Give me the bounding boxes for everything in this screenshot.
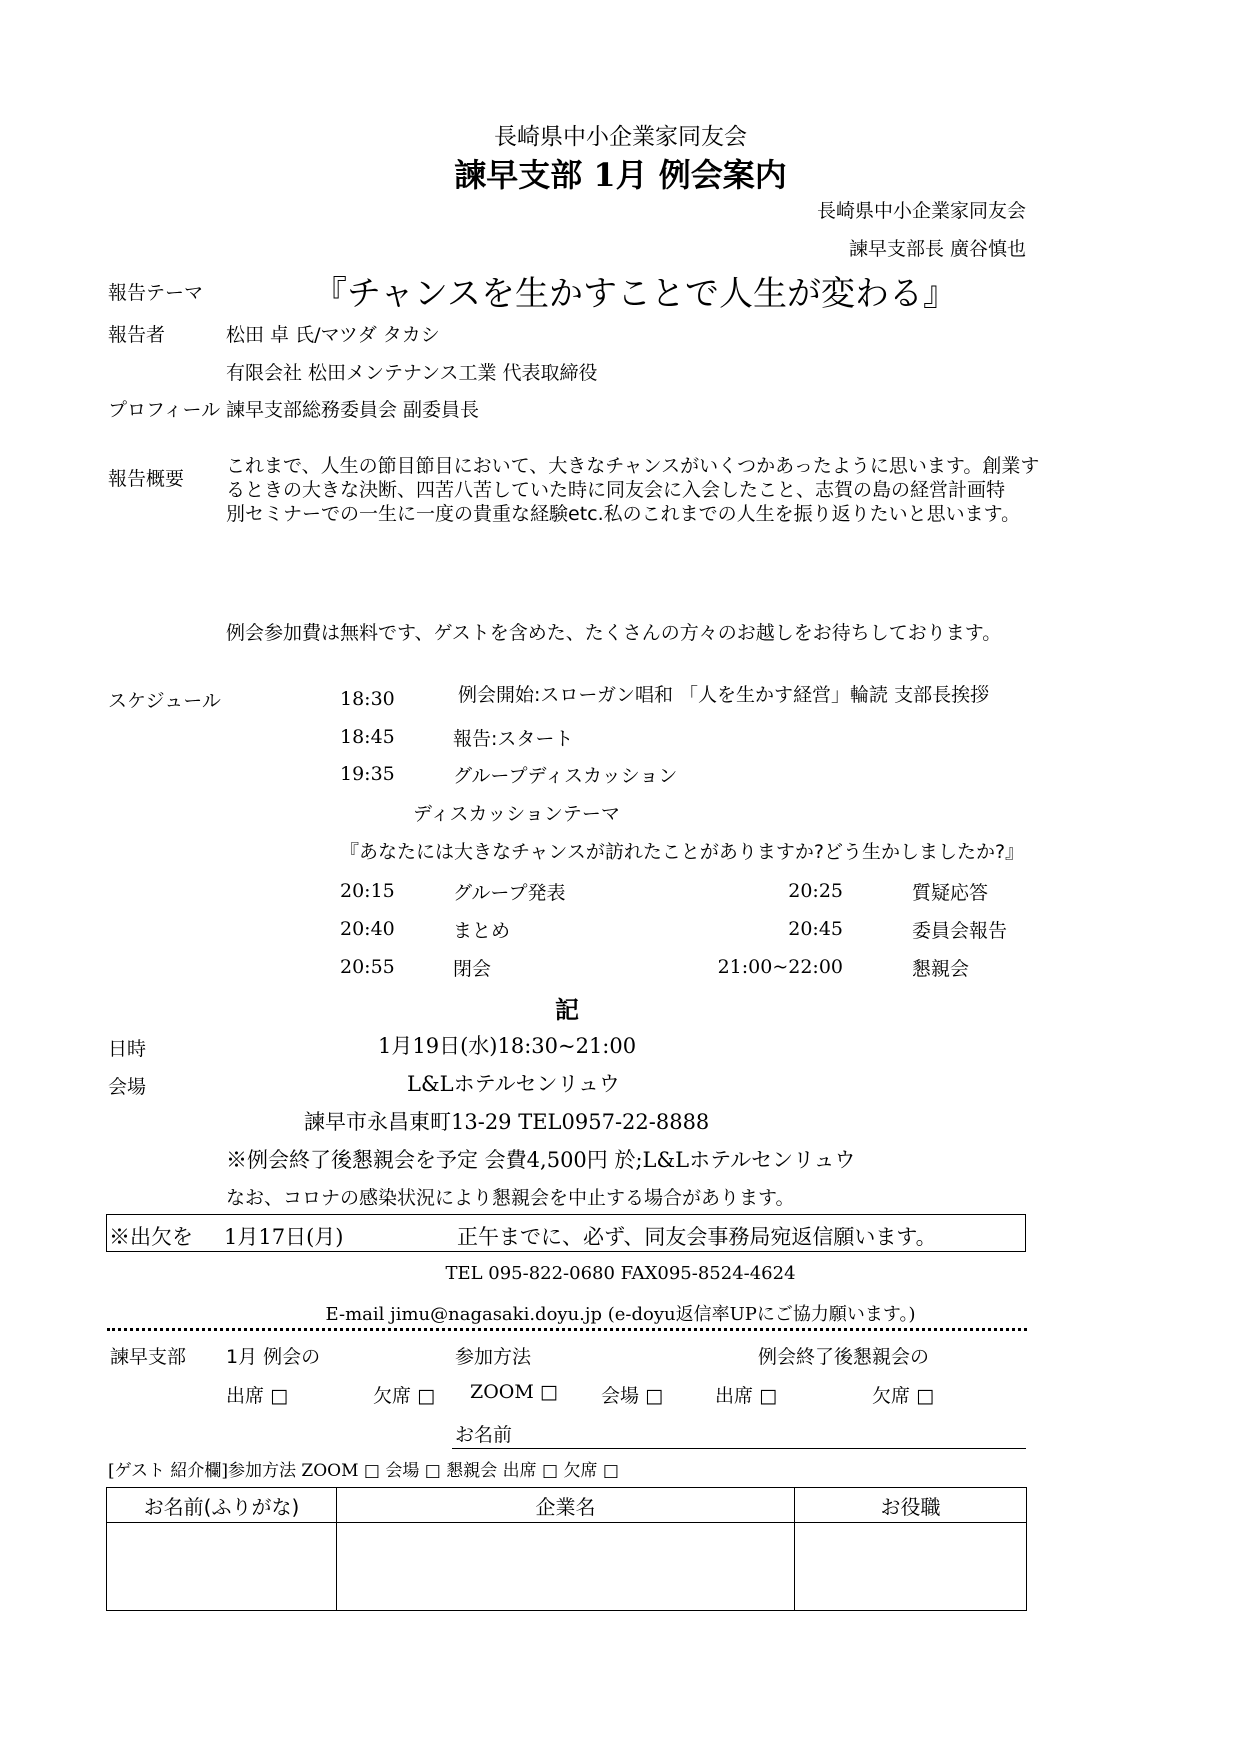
table-header: お役職 — [795, 1488, 1027, 1523]
reporter-company: 有限会社 松田メンテナンス工業 代表取締役 — [226, 362, 598, 384]
discussion-label: ディスカッションテーマ — [413, 803, 620, 825]
date-label: 日時 — [108, 1038, 147, 1060]
checkbox-icon[interactable]: □ — [759, 1385, 778, 1407]
schedule-time: 20:25 — [788, 880, 843, 902]
rsvp-prefix: ※出欠を — [109, 1225, 193, 1249]
option-zoom[interactable] — [470, 1381, 558, 1403]
schedule-text: 委員会報告 — [912, 920, 1008, 942]
option-party-absent[interactable] — [872, 1381, 934, 1408]
schedule-text: グループ発表 — [453, 882, 566, 904]
venue-address: 諫早市永昌東町13-29 TEL0957-22-8888 — [304, 1110, 710, 1134]
schedule-text: 質疑応答 — [912, 882, 989, 904]
option-label: 会場 — [601, 1385, 640, 1407]
summary-line: るときの大きな決断、四苦八苦していた時に同友会に入会したこと、志賀の島の経営計画特 — [226, 479, 1006, 501]
name-field[interactable] — [452, 1448, 1026, 1449]
option-label: 出席 — [715, 1385, 754, 1407]
discussion-theme: 『あなたには大きなチャンスが訪れたことがありますか?どう生かしましたか?』 — [340, 841, 1025, 863]
table-header: 企業名 — [337, 1488, 795, 1523]
form-meeting: 1月 例会の — [226, 1346, 321, 1368]
schedule-time: 20:45 — [788, 918, 843, 940]
schedule-label: スケジュール — [108, 690, 221, 712]
guest-company-cell[interactable] — [337, 1523, 795, 1611]
schedule-time: 20:15 — [340, 880, 395, 902]
schedule-time: 20:40 — [340, 918, 395, 940]
schedule-time: 18:45 — [340, 726, 395, 748]
reporter-label: 報告者 — [108, 324, 166, 346]
table-header: お名前(ふりがな) — [107, 1488, 337, 1523]
schedule-text: 閉会 — [453, 958, 492, 980]
org-title: 長崎県中小企業家同友会 — [494, 124, 747, 150]
fee-note: 例会参加費は無料です、ゲストを含めた、たくさんの方々のお越しをお待ちしております。 — [226, 622, 1002, 644]
schedule-text: 報告:スタート — [453, 728, 574, 750]
cut-line — [107, 1328, 1027, 1331]
option-party-attend[interactable] — [715, 1381, 777, 1408]
email-line: E-mail jimu@nagasaki.doyu.jp (e-doyu返信率UPにご協力願います。) — [325, 1304, 916, 1325]
checkbox-icon[interactable]: □ — [539, 1381, 558, 1403]
contact-line: TEL 095-822-0680 FAX095-8524-4624 — [445, 1263, 796, 1284]
summary-line: 別セミナーでの一生に一度の貴重な経験etc.私のこれまでの人生を振り返りたいと思います。 — [226, 503, 1021, 525]
option-label: ZOOM — [470, 1381, 534, 1403]
schedule-time: 20:55 — [340, 956, 395, 978]
option-venue[interactable] — [601, 1381, 663, 1408]
name-label: お名前 — [455, 1424, 513, 1446]
sender-name: 諫早支部長 廣谷慎也 — [848, 238, 1026, 260]
form-branch: 諫早支部 — [110, 1346, 187, 1368]
option-label: 欠席 — [872, 1385, 911, 1407]
rsvp-box — [106, 1214, 1026, 1252]
schedule-time: 18:30 — [340, 688, 395, 710]
guest-table — [106, 1487, 1027, 1611]
option-absent[interactable] — [373, 1381, 435, 1408]
guest-position-cell[interactable] — [795, 1523, 1027, 1611]
ki-mark: 記 — [555, 995, 579, 1024]
form-party-label: 例会終了後懇親会の — [758, 1346, 930, 1368]
schedule-text: 懇親会 — [912, 958, 970, 980]
schedule-text: まとめ — [453, 920, 511, 942]
option-label: 欠席 — [373, 1385, 412, 1407]
schedule-text: 例会開始:スローガン唱和 「人を生かす経営」輪読 支部長挨拶 — [458, 684, 990, 706]
venue-label: 会場 — [108, 1076, 147, 1098]
form-method-label: 参加方法 — [455, 1346, 532, 1368]
checkbox-icon[interactable]: □ — [417, 1385, 436, 1407]
profile-text: 諫早支部総務委員会 副委員長 — [226, 399, 480, 421]
profile-label: プロフィール — [108, 399, 221, 421]
page-title: 諫早支部 1月 例会案内 — [454, 156, 787, 194]
event-date: 1月19日(水)18:30~21:00 — [378, 1034, 637, 1058]
summary-line: これまで、人生の節目節目において、大きなチャンスがいくつかあったように思います。創業す — [226, 455, 1040, 477]
rsvp-instruction: 正午までに、必ず、同友会事務局宛返信願います。 — [457, 1225, 937, 1249]
guest-line: [ゲスト 紹介欄]参加方法 ZOOM □ 会場 □ 懇親会 出席 □ 欠席 □ — [108, 1461, 619, 1481]
reporter-name: 松田 卓 氏/マツダ タカシ — [226, 324, 440, 346]
option-attend[interactable] — [226, 1381, 288, 1408]
summary-text — [226, 454, 1039, 526]
summary-label: 報告概要 — [108, 468, 185, 490]
theme-label: 報告テーマ — [108, 282, 204, 304]
schedule-text: グループディスカッション — [453, 765, 678, 787]
checkbox-icon[interactable]: □ — [916, 1385, 935, 1407]
rsvp-deadline: 1月17日(月) — [224, 1225, 344, 1249]
checkbox-icon[interactable]: □ — [270, 1385, 289, 1407]
schedule-time: 21:00~22:00 — [717, 956, 843, 978]
option-label: 出席 — [226, 1385, 265, 1407]
party-note: ※例会終了後懇親会を予定 会費4,500円 於;L&Lホテルセンリュウ — [226, 1148, 856, 1172]
venue-name: L&Lホテルセンリュウ — [407, 1072, 620, 1096]
schedule-time: 19:35 — [340, 763, 395, 785]
report-theme: 『チャンスを生かすことで人生が変わる』 — [313, 274, 957, 314]
guest-name-cell[interactable] — [107, 1523, 337, 1611]
corona-note: なお、コロナの感染状況により懇親会を中止する場合があります。 — [226, 1187, 795, 1209]
checkbox-icon[interactable]: □ — [645, 1385, 664, 1407]
table-row[interactable] — [107, 1523, 1027, 1611]
sender-org: 長崎県中小企業家同友会 — [816, 200, 1026, 222]
